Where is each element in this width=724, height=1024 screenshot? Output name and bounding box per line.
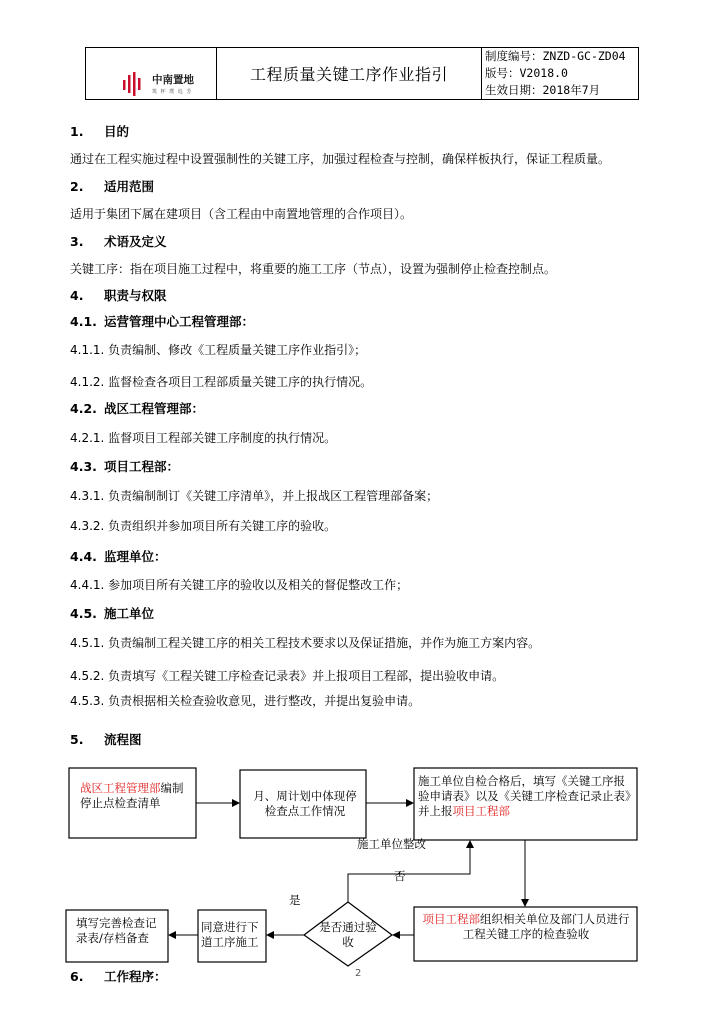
doc-effective-date: 生效日期：2018年7月 [485,83,601,97]
section-text: 关键工序：指在项目施工过程中，将重要的施工工序（节点），设置为强制停止检查控制点。 [70,262,557,276]
list-item: 4.1.1. 负责编制、修改《工程质量关键工序作业指引》； [70,343,367,357]
list-item: 4.5.3. 负责根据相关检查验收意见，进行整改，并提出复验申请。 [70,694,421,708]
subsection-heading: 4.3. 项目工程部： [70,459,180,474]
section-heading: 6. 工作程序： [70,969,167,984]
section-heading: 2. 适用范围 [70,179,155,194]
doc-number: 制度编号：ZNZD-GC-ZD04 [485,49,626,63]
document-title: 工程质量关键工序作业指引 [217,48,482,99]
document-meta [485,48,638,99]
section-heading: 5. 流程图 [70,732,142,747]
logo-bars-icon [123,72,143,96]
section-text: 适用于集团下属在建项目（含工程由中南置地管理的合作项目）。 [70,207,413,221]
list-item: 4.5.2. 负责填写《工程关键工序检查记录表》并上报项目工程部，提出验收申请。 [70,669,505,683]
section-heading: 4. 职责与权限 [70,288,167,303]
doc-version: 版号：V2018.0 [485,66,568,80]
flow-box-3-text: 施工单位自检合格后，填写《关键工序报验申请表》以及《关键工序检查记录止表》并上报项目工程部 [418,774,631,818]
subsection-heading: 4.1. 运营管理中心工程管理部： [70,314,255,329]
company-logo [86,48,217,99]
subsection-heading: 4.5. 施工单位 [70,606,155,621]
flow-box-6-text: 填写完善检查记录表/存档备查 [76,916,157,945]
flow-label-yes: 是 [289,893,301,907]
flow-decision-text: 是否通过验收 [319,920,377,949]
section-text: 通过在工程实施过程中设置强制性的关键工序，加强过程检查与控制，确保样板执行，保证工程质量。 [70,152,611,166]
flow-label-rectify: 施工单位整改 [357,837,426,851]
list-item: 4.5.1. 负责编制工程关键工序的相关工程技术要求以及保证措施，并作为施工方案内容。 [70,636,541,650]
flow-box-4-text: 项目工程部组织相关单位及部门人员进行工程关键工序的检查验收 [422,912,630,941]
list-item: 4.3.2. 负责组织并参加项目所有关键工序的验收。 [70,519,337,533]
flow-box-1-text: 战区工程管理部编制停止点检查清单 [80,781,184,810]
logo-slogan: 筑 杯 璞 追 芳 [152,89,193,95]
flow-box-2-text: 月、周计划中体现停检查点工作情况 [253,789,357,818]
section-heading: 3. 术语及定义 [70,234,167,249]
document-header [85,47,639,100]
flow-label-no: 否 [394,869,406,883]
logo-name: 中南置地 [152,74,194,86]
list-item: 4.2.1. 监督项目工程部关键工序制度的执行情况。 [70,431,337,445]
flow-box-5-text: 同意进行下道工序施工 [201,920,259,949]
list-item: 4.4.1. 参加项目所有关键工序的验收以及相关的督促整改工作； [70,578,409,592]
section-heading: 1. 目的 [70,124,130,139]
list-item: 4.1.2. 监督检查各项目工程部质量关键工序的执行情况。 [70,375,373,389]
list-item: 4.3.1. 负责编制制订《关键工序清单》，并上报战区工程管理部备案； [70,489,439,503]
page-number: 2 [355,968,362,979]
subsection-heading: 4.2. 战区工程管理部： [70,401,205,416]
subsection-heading: 4.4. 监理单位： [70,549,167,564]
